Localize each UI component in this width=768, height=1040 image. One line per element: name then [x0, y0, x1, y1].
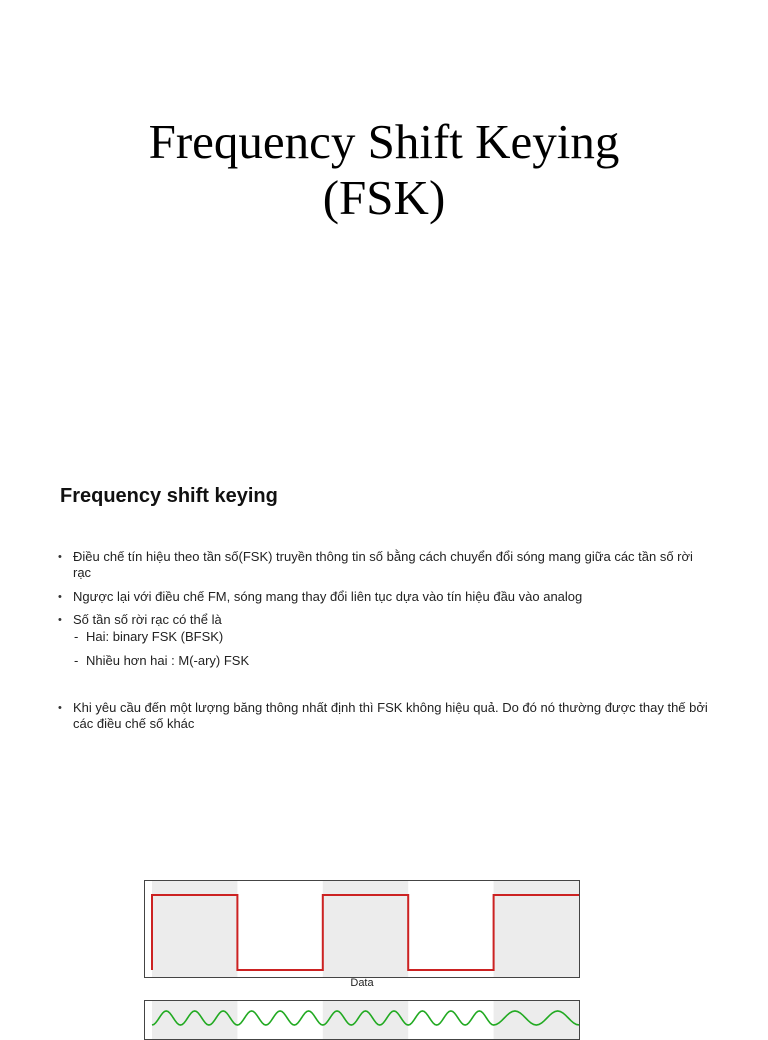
bullet-text: Ngược lại với điều chế FM, sóng mang thay đổi liên tục dựa vào tín hiệu đầu vào analog [73, 589, 583, 604]
carrier-signal-chart [144, 1000, 580, 1040]
sub-item [74, 629, 694, 645]
data-signal-plot [145, 881, 579, 977]
bullet-text: Khi yêu cầu đến một lượng băng thông nhất định thì FSK không hiệu quả. Do đó nó thường được thay thế bởi các điều chế số khác [73, 700, 708, 731]
data-axis-label: Data [350, 977, 374, 989]
bit-period-band [494, 1001, 579, 1039]
slide-title-line-2: (FSK) [322, 170, 446, 225]
bullet-item [58, 549, 708, 581]
carrier-signal-plot [145, 1001, 579, 1039]
bullet-dot-icon: • [58, 702, 62, 714]
data-signal-chart [144, 880, 580, 978]
bullet-item [58, 589, 708, 605]
sub-item-dash: - [74, 653, 79, 668]
bullet-text: Điều chế tín hiệu theo tần số(FSK) truyền thông tin số bằng cách chuyển đổi sóng mang giữa các tần số rời rạc [73, 549, 693, 580]
sub-item-dash: - [74, 629, 79, 644]
bullet-item [58, 612, 708, 628]
section-heading: Frequency shift keying [60, 485, 278, 507]
slide-title-line-1: Frequency Shift Keying [148, 114, 620, 169]
bit-period-band [323, 1001, 408, 1039]
bullet-dot-icon: • [58, 551, 62, 563]
sub-item [74, 653, 694, 669]
bit-period-band [152, 1001, 237, 1039]
sub-item-text: Hai: binary FSK (BFSK) [86, 629, 224, 644]
bullet-dot-icon: • [58, 591, 62, 603]
slide-title [0, 114, 768, 226]
bullet-dot-icon: • [58, 614, 62, 626]
sub-item-text: Nhiều hơn hai : M(-ary) FSK [86, 653, 250, 668]
bullet-text: Số tần số rời rạc có thể là [73, 612, 222, 627]
bullet-item [58, 700, 708, 732]
